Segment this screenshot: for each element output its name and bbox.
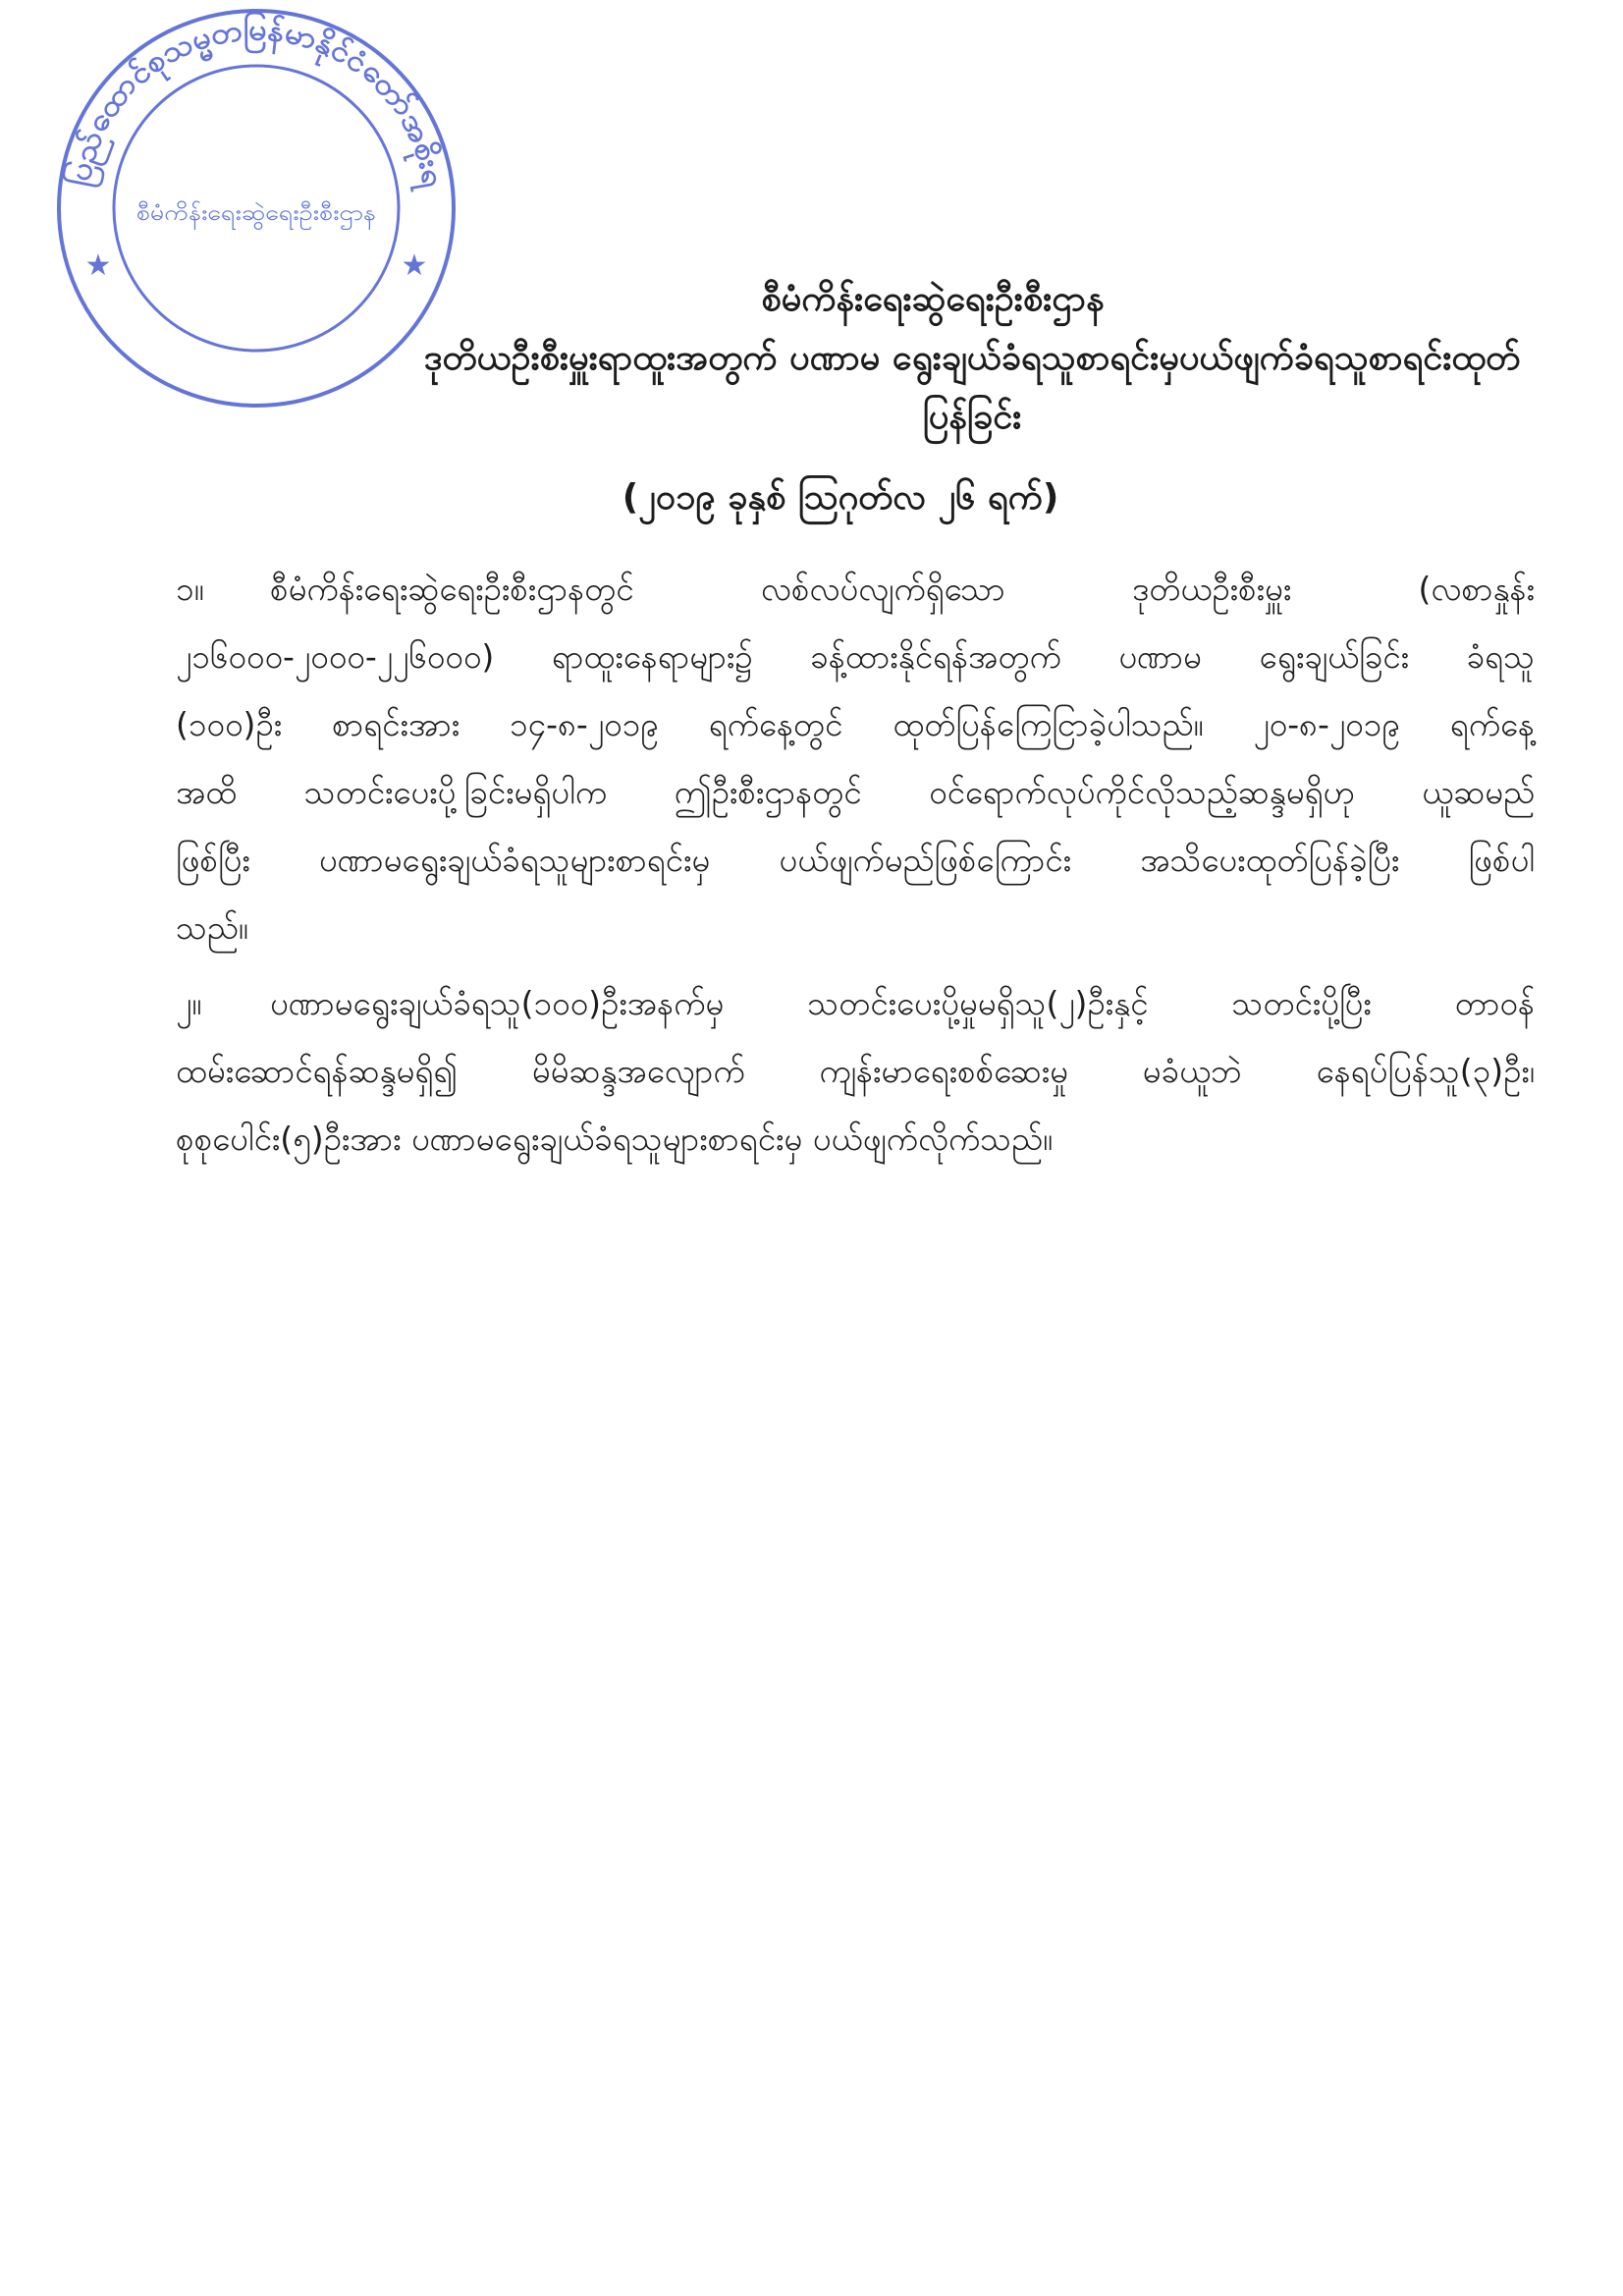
seal-center-text: စီမံကိန်းရေးဆွဲရေးဦးစီးဌာန [136, 201, 347, 226]
paragraph-line: (၁၀၀)ဦး စာရင်းအား ၁၄-၈-၂၀၁၉ ရက်နေ့တွင် ထုတ်ပြန်ကြေငြာခဲ့ပါသည်။ ၂၀-၈-၂၀၁၉ ရက်နေ့ [176, 705, 1535, 743]
star-icon: ★ [401, 248, 428, 283]
paragraph-line [176, 969, 1535, 1037]
paragraph-line: သည်။ [176, 908, 248, 947]
paragraph-1 [176, 555, 1535, 961]
notice-date: (၂၀၁၉ ခုနှစ် ဩဂုတ်လ ၂၆ ရက်) [622, 477, 1059, 518]
paragraph-line: ထမ်းဆောင်ရန်ဆန္ဒမရှိ၍ မိမိဆန္ဒအလျောက် ကျန်းမာရေးစစ်ဆေးမှု မခံယူဘဲ နေရပ်ပြန်သူ(၃)ဦး၊ [176, 1052, 1535, 1090]
paragraph-number: ၂။ [176, 984, 202, 1022]
paragraph-line: ဖြစ်ပြီး ပဏာမရွေးချယ်ခံရသူများစာရင်းမှ ပယ်ဖျက်မည်ဖြစ်ကြောင်း အသိပေးထုတ်ပြန်ခဲ့ပြီး ဖြစ်ပါ [176, 841, 1535, 879]
department-title: စီမံကိန်းရေးဆွဲရေးဦးစီးဌာန [761, 279, 1105, 319]
document-body [176, 555, 1535, 1173]
official-seal [50, 2, 462, 414]
paragraph-line [176, 555, 1535, 623]
paragraph-line: စုစုပေါင်း(၅)ဦးအား ပဏာမရွေးချယ်ခံရသူများစာရင်းမှ ပယ်ဖျက်လိုက်သည်။ [176, 1120, 1053, 1158]
paragraph-line: အထိ သတင်းပေးပို့ခြင်းမရှိပါက ဤဦးစီးဌာနတွင် ဝင်ရောက်လုပ်ကိုင်လိုသည့်ဆန္ဒမရှိဟု ယူဆမည် [176, 773, 1535, 811]
paragraph-number: ၁။ [176, 570, 204, 608]
paragraph-line: ၂၁၆၀၀၀-၂၀၀၀-၂၂၆၀၀၀) ရာထူးနေရာများ၌ ခန့်ထားနိုင်ရန်အတွက် ပဏာမ ရွေးချယ်ခြင်း ခံရသူ [176, 637, 1535, 676]
paragraph-2 [176, 969, 1535, 1173]
seal-ring-text: ပြည်ထောင်စုသမ္မတမြန်မာနိုင်ငံတော်အစိုးရ [62, 13, 451, 190]
paragraph-line-text: ပဏာမရွေးချယ်ခံရသူ(၁၀၀)ဦးအနက်မှ သတင်းပေးပို့မှုမရှိသူ(၂)ဦးနှင့် သတင်းပို့ပြီး တာဝန် [270, 984, 1535, 1022]
notice-subject: ဒုတိယဦးစီးမှူးရာထူးအတွက် ပဏာမ ရွေးချယ်ခံရသူစာရင်းမှပယ်ဖျက်ခံရသူစာရင်းထုတ်ပြန်ခြင်း [423, 338, 1521, 437]
star-icon: ★ [84, 248, 112, 283]
paragraph-line-text: စီမံကိန်းရေးဆွဲရေးဦးစီးဌာနတွင် လစ်လပ်လျက်ရှိသော ဒုတိယဦးစီးမှူး (လစာနှုန်း [270, 570, 1535, 608]
document-header [422, 270, 1522, 527]
